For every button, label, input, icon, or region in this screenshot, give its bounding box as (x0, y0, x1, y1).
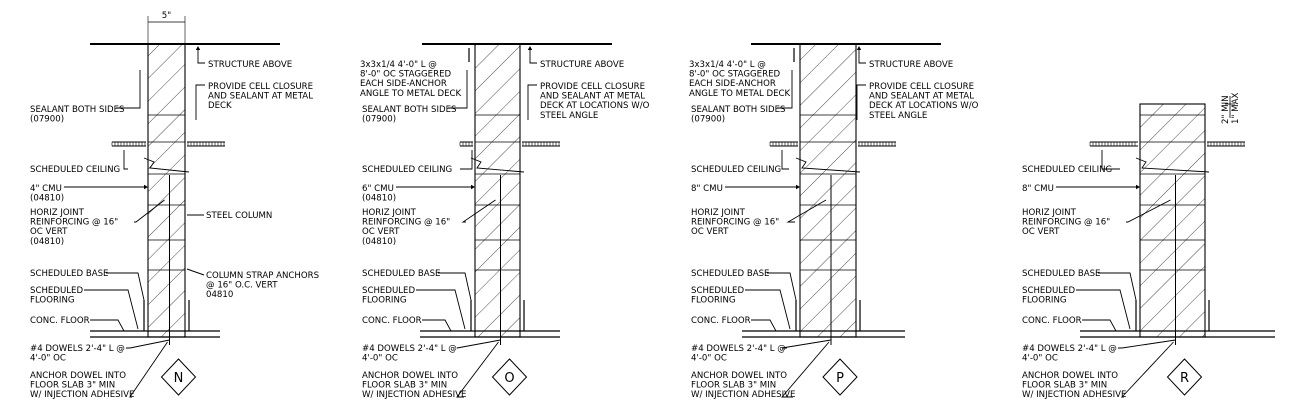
scheduled-base-label: SCHEDULED BASE (362, 269, 441, 279)
floor-leader (1082, 320, 1116, 331)
horiz-joint-label-line: OC VERT (1022, 227, 1060, 238)
gap-max-label: 1" MAX (1231, 92, 1241, 124)
steel-column-label: STEEL COLUMN (206, 211, 273, 221)
steel-angle-label-line: ANGLE TO METAL DECK (689, 88, 791, 99)
anchor-leader (782, 342, 829, 397)
scheduled-flooring-label-line: FLOORING (691, 295, 736, 306)
conc-floor-label: CONC. FLOOR (1022, 316, 1082, 326)
structure-leader (530, 48, 537, 63)
cell-closure-label-line: STEEL ANGLE (869, 110, 928, 121)
sealant-label-line: (07900) (362, 114, 397, 125)
cell-closure-label-line: DECK AT LOCATIONS W/O (869, 101, 979, 112)
floor-leader (90, 320, 124, 331)
horiz-joint-label-line: (04810) (362, 236, 397, 247)
floor-leader (422, 320, 451, 331)
strap-leader (187, 269, 204, 275)
leader-arrow (471, 185, 475, 189)
structure-above-label: STRUCTURE ABOVE (540, 60, 625, 70)
anchor-dowel-label-line: FLOOR SLAB 3" MIN (362, 380, 448, 391)
dowels-label-line: #4 DOWELS 2'-4" L @ (30, 344, 125, 354)
cell-closure-label-line: DECK AT LOCATIONS W/O (540, 101, 650, 112)
ceiling-leader (460, 150, 472, 169)
leader-arrow (528, 46, 532, 50)
horiz-joint-label-line: REINFORCING @ 16" (691, 217, 780, 228)
horiz-joint-label-line: (04810) (30, 236, 65, 247)
horiz-joint-label-line: HORIZ JOINT (30, 208, 84, 218)
anchor-leader (457, 342, 499, 397)
scheduled-flooring-label-line: FLOORING (1022, 295, 1067, 306)
sealant-label-line: (07900) (691, 114, 726, 125)
sealant-label-line: SEALANT BOTH SIDES (691, 105, 786, 115)
anchor-dowel-label-line: ANCHOR DOWEL INTO (362, 371, 459, 381)
cell-closure-label-line: PROVIDE CELL CLOSURE (540, 82, 646, 92)
scheduled-base-label: SCHEDULED BASE (691, 269, 770, 279)
detail-tag-letter: R (1179, 371, 1190, 386)
horiz-joint-label-line: HORIZ JOINT (691, 208, 745, 218)
cmu-label-line: (04810) (362, 193, 397, 204)
anchor-dowel-label-line: W/ INJECTION ADHESIVE (362, 390, 467, 401)
flooring-leader (84, 290, 138, 329)
scheduled-ceiling-label: SCHEDULED CEILING (362, 165, 453, 175)
horiz-joint-label-line: REINFORCING @ 16" (30, 217, 119, 228)
horiz-joint-label-line: HORIZ JOINT (362, 208, 416, 218)
leader-arrow (857, 46, 861, 50)
column-strap-label-line: @ 16" O.C. VERT (206, 280, 278, 291)
leader-arrow (1136, 185, 1140, 189)
cell-closure-label-line: STEEL ANGLE (540, 110, 599, 121)
scheduled-flooring-label-line: SCHEDULED (30, 286, 84, 296)
ceiling-leader (782, 150, 789, 169)
ceiling-leader (124, 150, 128, 169)
leader-arrow (144, 185, 148, 189)
detail-tag-letter: N (173, 371, 184, 386)
structure-leader (198, 48, 205, 63)
cmu-wall (475, 44, 520, 337)
steel-angle-label-line: EACH SIDE-ANCHOR (360, 79, 447, 90)
steel-angle-label-line: 8'-0" OC STAGGERED (360, 69, 452, 80)
dowels-label-line: 4'-0" OC (691, 353, 727, 364)
scheduled-ceiling-label: SCHEDULED CEILING (1022, 165, 1113, 175)
scheduled-ceiling-label: SCHEDULED CEILING (30, 165, 121, 175)
column-strap-label-line: 04810 (206, 290, 234, 301)
steel-angle-label-line: ANGLE TO METAL DECK (360, 88, 462, 99)
anchor-dowel-label-line: FLOOR SLAB 3" MIN (30, 380, 116, 391)
wall-width-dim: 5" (161, 11, 172, 21)
horiz-joint-label-line: REINFORCING @ 16" (362, 217, 451, 228)
cell-closure-label-line: DECK (208, 101, 232, 112)
steel-angle-label-line: 8'-0" OC STAGGERED (689, 69, 781, 80)
cell-closure-label-line: PROVIDE CELL CLOSURE (208, 82, 314, 92)
base-leader (438, 273, 471, 300)
anchor-dowel-label-line: W/ INJECTION ADHESIVE (691, 390, 796, 401)
anchor-dowel-label-line: W/ INJECTION ADHESIVE (30, 390, 135, 401)
scheduled-base-label: SCHEDULED BASE (1022, 269, 1101, 279)
dowels-label-line: 4'-0" OC (30, 353, 66, 364)
horiz-joint-label-line: OC VERT (30, 227, 68, 238)
sealant-label-line: (07900) (30, 114, 65, 125)
scheduled-flooring-label-line: SCHEDULED (1022, 286, 1076, 296)
cmu-label-line: 6" CMU (362, 184, 394, 194)
conc-floor-label: CONC. FLOOR (691, 316, 751, 326)
cell-closure-label-line: PROVIDE CELL CLOSURE (869, 82, 975, 92)
structure-leader (859, 48, 866, 63)
anchor-dowel-label-line: FLOOR SLAB 3" MIN (691, 380, 777, 391)
dowels-label-line: #4 DOWELS 2'-4" L @ (691, 344, 786, 354)
leader-arrow (796, 185, 800, 189)
cell-closure-label-line: AND SEALANT AT METAL (869, 91, 974, 102)
dowels-label-line: 4'-0" OC (1022, 353, 1058, 364)
leader-arrow (196, 46, 200, 50)
dowels-label-line: #4 DOWELS 2'-4" L @ (1022, 344, 1117, 354)
detail-tag-letter: O (504, 371, 515, 386)
closure-leader (196, 85, 205, 120)
anchor-dowel-label-line: ANCHOR DOWEL INTO (691, 371, 788, 381)
column-strap-label-line: COLUMN STRAP ANCHORS (206, 271, 320, 281)
anchor-dowel-label-line: W/ INJECTION ADHESIVE (1022, 390, 1127, 401)
anchor-leader (1122, 342, 1174, 397)
scheduled-ceiling-label: SCHEDULED CEILING (691, 165, 782, 175)
conc-floor-label: CONC. FLOOR (30, 316, 90, 326)
horiz-joint-label-line: OC VERT (362, 227, 400, 238)
horiz-joint-label-line: OC VERT (691, 227, 729, 238)
floor-leader (751, 320, 776, 331)
anchor-dowel-label-line: ANCHOR DOWEL INTO (30, 371, 127, 381)
cmu-wall (148, 44, 185, 337)
scheduled-base-label: SCHEDULED BASE (30, 269, 109, 279)
base-leader (106, 273, 144, 300)
horiz-joint-label-line: HORIZ JOINT (1022, 208, 1076, 218)
cmu-label-line: 8" CMU (691, 184, 723, 194)
sealant-leader (116, 70, 140, 108)
sealant-label-line: SEALANT BOTH SIDES (362, 105, 457, 115)
cmu-wall (1140, 104, 1205, 337)
scheduled-flooring-label-line: FLOORING (362, 295, 407, 306)
cell-closure-label-line: AND SEALANT AT METAL (208, 91, 313, 102)
scheduled-flooring-label-line: SCHEDULED (691, 286, 745, 296)
steel-angle-label-line: 3x3x1/4 4'-0" L @ (689, 60, 766, 70)
dowels-label-line: 4'-0" OC (362, 353, 398, 364)
cmu-label-line: (04810) (30, 193, 65, 204)
closure-leader (857, 85, 866, 120)
dowel-leader (457, 340, 501, 348)
cmu-label-line: 4" CMU (30, 184, 62, 194)
horiz-joint-label-line: REINFORCING @ 16" (1022, 217, 1111, 228)
sealant-label-line: SEALANT BOTH SIDES (30, 105, 125, 115)
detail-n (30, 11, 319, 400)
cmu-label-line: 8" CMU (1022, 184, 1054, 194)
detail-tag-letter: P (836, 371, 844, 386)
structure-above-label: STRUCTURE ABOVE (869, 60, 954, 70)
flooring-leader (416, 290, 465, 329)
structure-above-label: STRUCTURE ABOVE (208, 60, 293, 70)
steel-angle-label-line: 3x3x1/4 4'-0" L @ (360, 60, 437, 70)
flooring-leader (745, 290, 790, 329)
anchor-dowel-label-line: FLOOR SLAB 3" MIN (1022, 380, 1108, 391)
detail-o (360, 44, 650, 400)
detail-r (1022, 93, 1275, 401)
anchor-leader (130, 342, 168, 397)
conc-floor-label: CONC. FLOOR (362, 316, 422, 326)
dowel-leader (1118, 340, 1176, 348)
scheduled-flooring-label-line: FLOORING (30, 295, 75, 306)
base-leader (1098, 273, 1136, 300)
cmu-wall (800, 44, 856, 337)
anchor-dowel-label-line: ANCHOR DOWEL INTO (1022, 371, 1119, 381)
detail-p (689, 44, 979, 400)
flooring-leader (1076, 290, 1130, 329)
dowel-leader (782, 340, 831, 348)
cell-closure-label-line: AND SEALANT AT METAL (540, 91, 645, 102)
scheduled-flooring-label-line: SCHEDULED (362, 286, 416, 296)
steel-angle-label-line: EACH SIDE-ANCHOR (689, 79, 776, 90)
dowel-leader (126, 340, 170, 348)
dowels-label-line: #4 DOWELS 2'-4" L @ (362, 344, 457, 354)
closure-leader (528, 85, 537, 120)
gap-min-label: 2" MIN (1221, 95, 1231, 124)
